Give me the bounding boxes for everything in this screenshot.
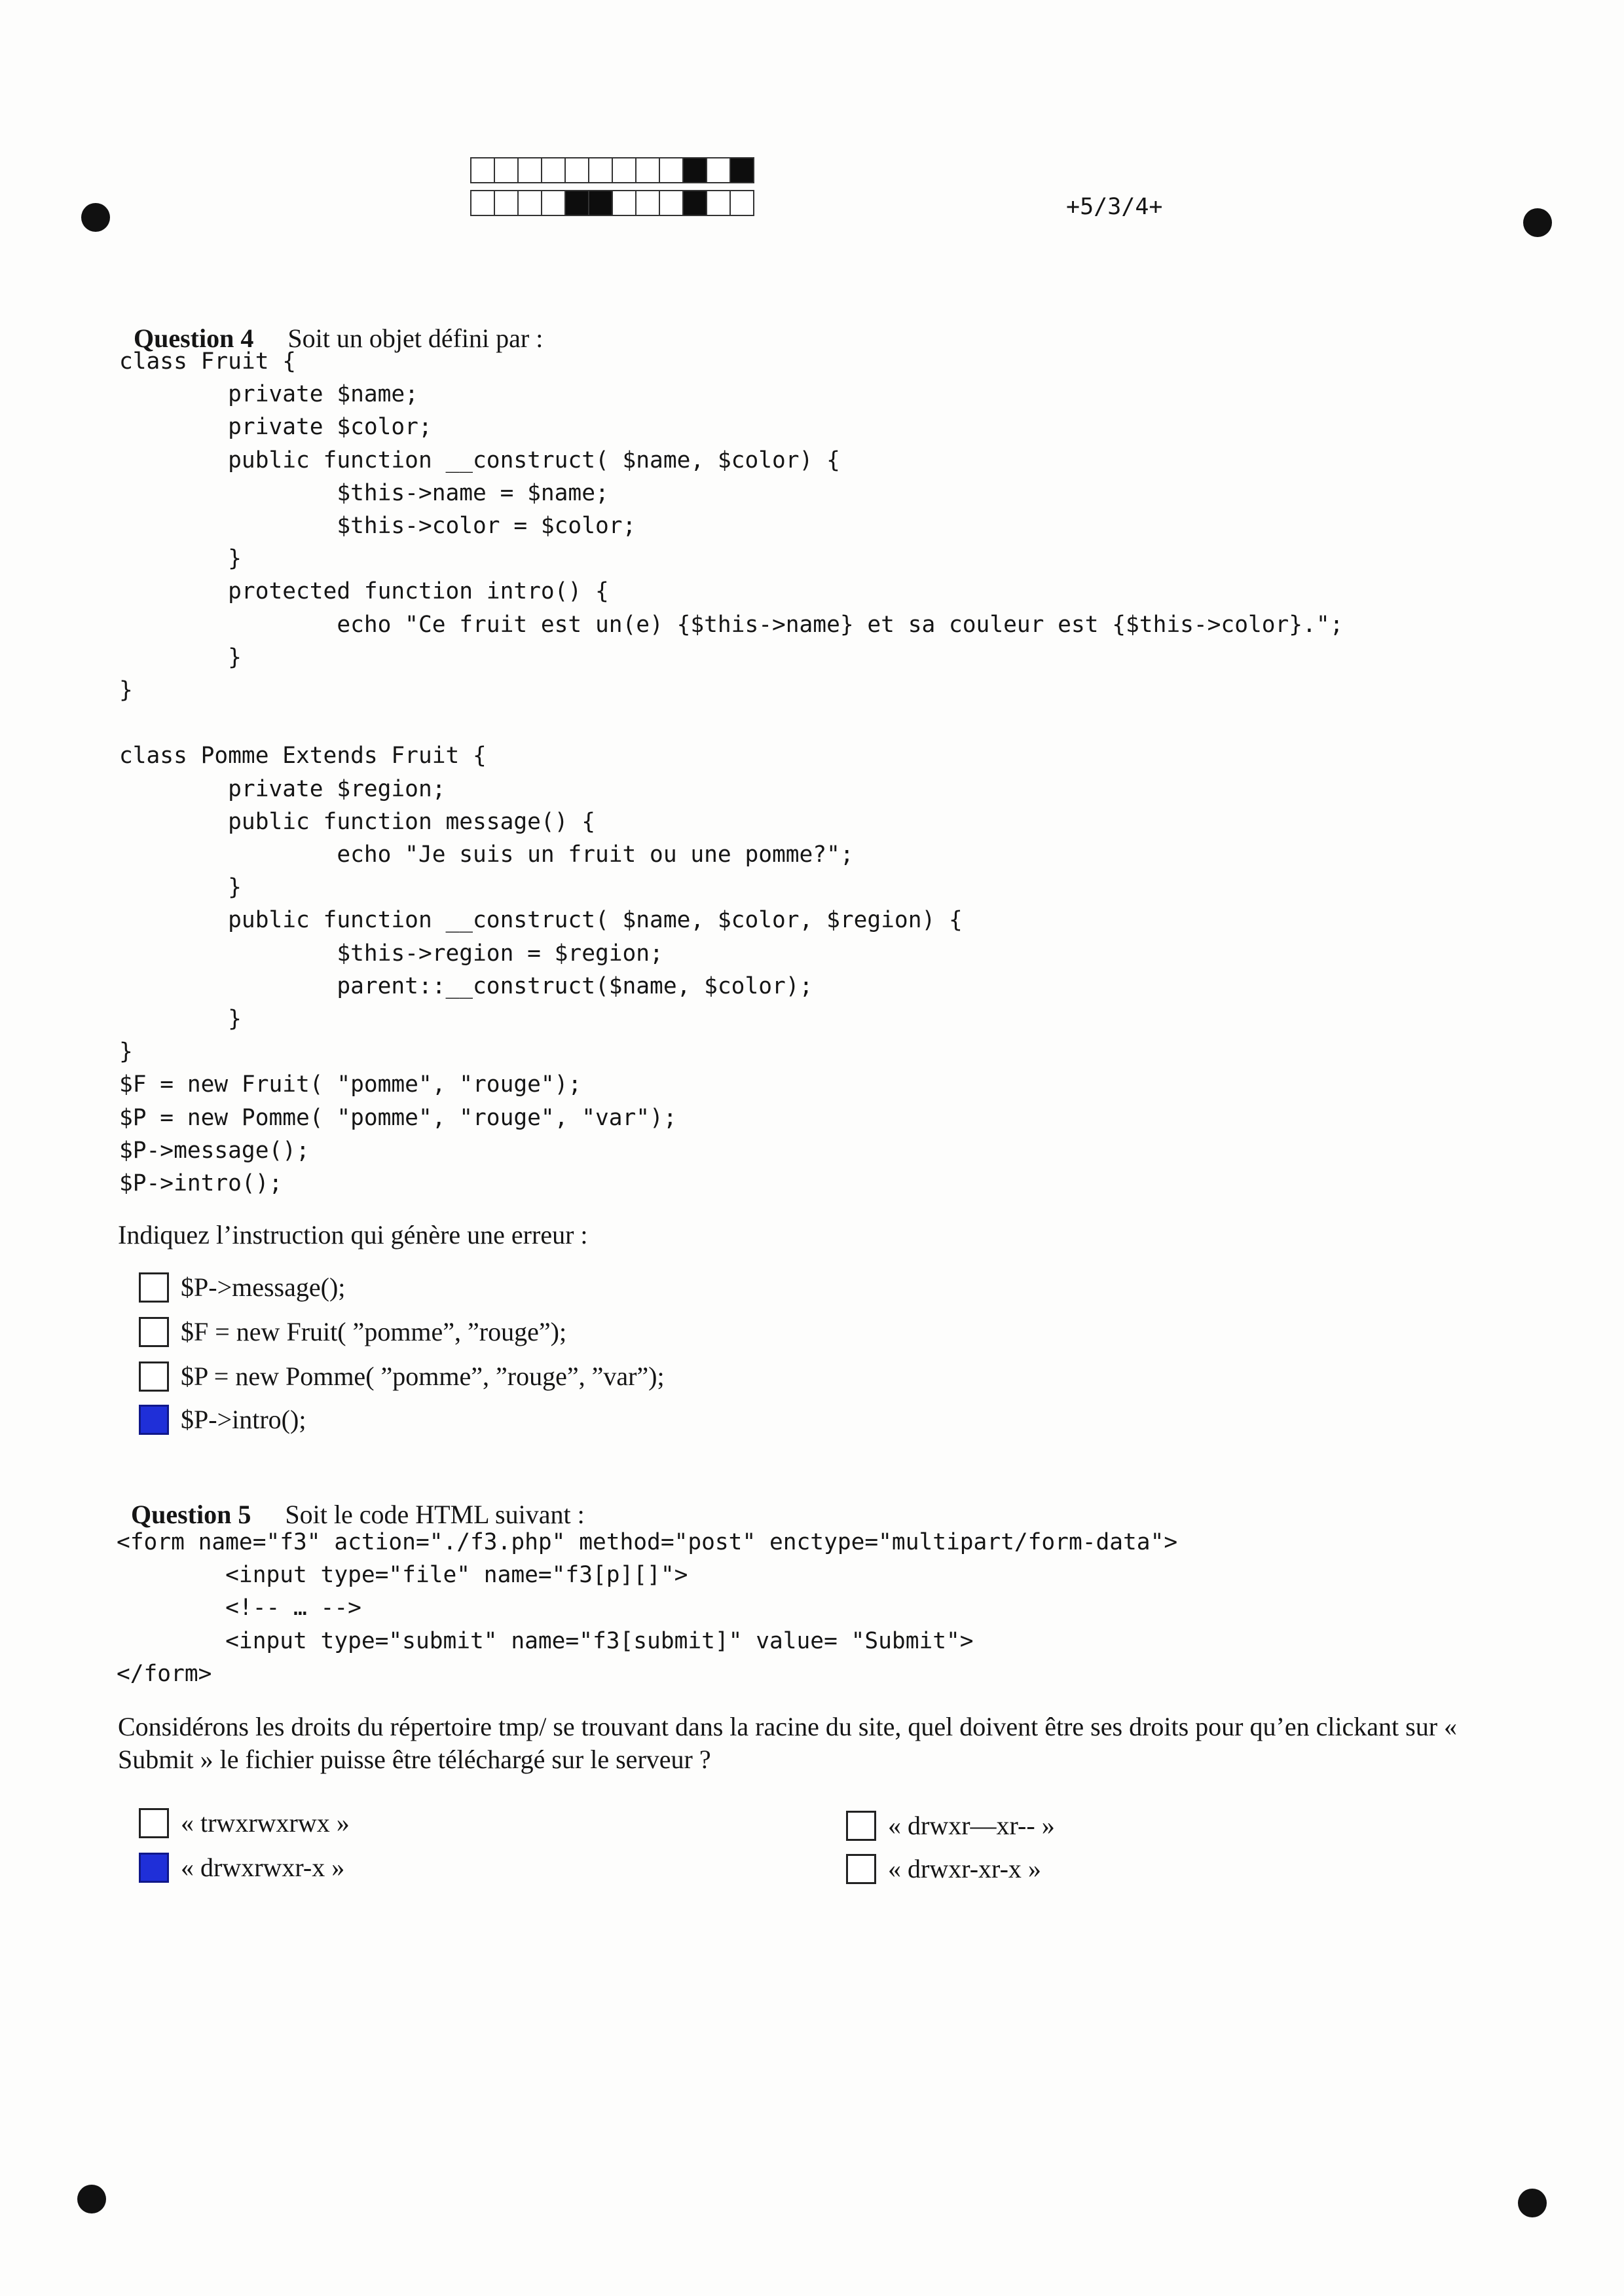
q4-option-1-label: $P->message(); bbox=[181, 1272, 346, 1302]
q5-option-1-checkbox[interactable] bbox=[139, 1808, 169, 1838]
id-grid-top bbox=[470, 157, 754, 183]
question-4-label: Question 4 bbox=[134, 324, 254, 353]
q4-option-4-label: $P->intro(); bbox=[181, 1405, 306, 1434]
q4-option-3-label: $P = new Pomme( ”pomme”, ”rouge”, ”var”); bbox=[181, 1361, 665, 1391]
q5-option-2-checkbox-checked[interactable] bbox=[139, 1853, 169, 1883]
question-4-intro: Soit un objet défini par : bbox=[287, 324, 544, 353]
question-4-code: class Fruit { private $name; private $color; public function __construct( $name, $color) { $this->name = $name; $this->color = $color; } protected function intro() { echo "Ce fruit est un(e) {$this->name} et sa couleur est {$this->color}."; } } class Pomme Extends Fruit { private $region; public function message() { echo "Je suis un fruit ou une pomme?"; } public function __construct( $name, $color, $region) { $this->region = $region; parent::__construct($name, $color); } } $F = new Fruit( "pomme", "rouge"); $P = new Pomme( "pomme", "rouge", "var"); $P->message(); $P->intro(); bbox=[119, 348, 1344, 1197]
q4-option-2-label: $F = new Fruit( ”pomme”, ”rouge”); bbox=[181, 1317, 567, 1346]
q4-option-3-checkbox[interactable] bbox=[139, 1361, 169, 1392]
q5-option-4[interactable] bbox=[846, 1853, 1041, 1884]
question-5-code: <form name="f3" action="./f3.php" method="post" enctype="multipart/form-data"> <input type="file" name="f3[p][]"> <!-- … --> <input type="submit" name="f3[submit]" value= "Submit"> </form> bbox=[117, 1529, 1178, 1687]
question-4-prompt: Indiquez l’instruction qui génère une erreur : bbox=[118, 1220, 588, 1250]
page-id: +5/3/4+ bbox=[1066, 194, 1163, 220]
registration-mark-bottom-right bbox=[1518, 2189, 1547, 2217]
q4-option-2[interactable] bbox=[139, 1316, 566, 1347]
question-5-prompt: Considérons les droits du répertoire tmp/ se trouvant dans la racine du site, quel doivent être ses droits pour qu’en clickant sur « Submit » le fichier puisse être téléchargé sur le serveur ? bbox=[118, 1712, 1458, 1774]
q5-option-4-checkbox[interactable] bbox=[846, 1854, 876, 1884]
question-5-intro: Soit le code HTML suivant : bbox=[285, 1500, 585, 1529]
question-4-header bbox=[120, 292, 543, 354]
q5-option-1[interactable] bbox=[139, 1807, 350, 1838]
registration-mark-top-left bbox=[81, 203, 110, 232]
registration-mark-top-right bbox=[1523, 208, 1552, 237]
question-5-header bbox=[118, 1468, 585, 1530]
q5-option-3-checkbox[interactable] bbox=[846, 1811, 876, 1841]
q4-option-1[interactable] bbox=[139, 1272, 345, 1303]
q4-option-3[interactable] bbox=[139, 1361, 665, 1392]
q5-option-2[interactable] bbox=[139, 1852, 344, 1883]
q5-option-3-label: « drwxr—xr-- » bbox=[888, 1811, 1055, 1840]
q4-option-2-checkbox[interactable] bbox=[139, 1317, 169, 1347]
id-grid-bottom bbox=[470, 190, 754, 216]
q4-option-4[interactable] bbox=[139, 1404, 306, 1435]
question-5-label: Question 5 bbox=[131, 1500, 251, 1529]
q5-option-2-label: « drwxrwxr-x » bbox=[181, 1853, 345, 1882]
registration-mark-bottom-left bbox=[77, 2185, 106, 2213]
q4-option-1-checkbox[interactable] bbox=[139, 1272, 169, 1303]
q4-option-4-checkbox-checked[interactable] bbox=[139, 1405, 169, 1435]
q5-option-1-label: « trwxrwxrwx » bbox=[181, 1808, 350, 1838]
q5-option-3[interactable] bbox=[846, 1810, 1055, 1841]
q5-option-4-label: « drwxr-xr-x » bbox=[888, 1854, 1041, 1883]
